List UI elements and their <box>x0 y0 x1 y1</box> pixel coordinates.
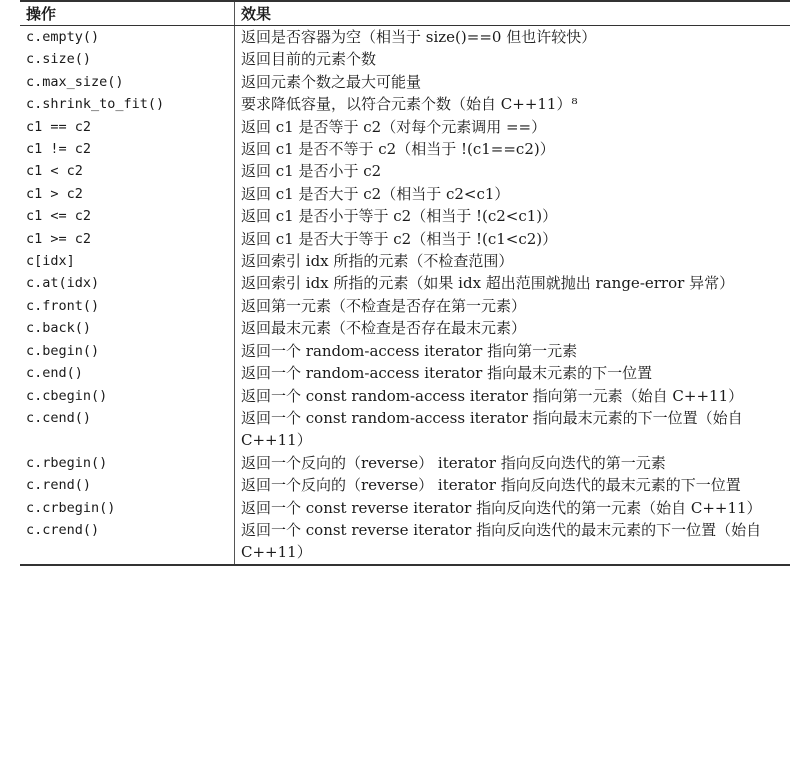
table-row <box>20 340 790 362</box>
effect-cell: 返回第一元素（不检查是否存在第一元素） <box>241 296 527 315</box>
header-operation: 操作 <box>20 1 235 26</box>
operations-table-container <box>20 0 790 566</box>
table-row <box>20 228 790 250</box>
table-row <box>20 497 790 519</box>
effect-cell: 返回一个 random-access iterator 指向最末元素的下一位置 <box>241 364 653 383</box>
operation-cell: c1 > c2 <box>20 183 235 205</box>
effect-cell: 要求降低容量，以符合元素个数（始自 C++11）⁸ <box>241 95 578 114</box>
table-row <box>20 138 790 160</box>
operation-cell: c1 >= c2 <box>20 228 235 250</box>
table-body <box>20 26 790 565</box>
operation-cell: c.back() <box>20 317 235 339</box>
operation-cell: c.end() <box>20 362 235 384</box>
table-row <box>20 93 790 115</box>
table-row <box>20 160 790 182</box>
effect-cell: 返回 c1 是否大于 c2（相当于 c2<c1） <box>241 184 510 203</box>
effect-cell: 返回 c1 是否大于等于 c2（相当于 !(c1<c2)） <box>241 229 558 248</box>
effect-cell: 返回一个 const reverse iterator 指向反向迭代的第一元素（始自 C++11） <box>241 498 762 517</box>
effect-cell: 返回最末元素（不检查是否存在最末元素） <box>241 319 527 338</box>
table-row <box>20 71 790 93</box>
effect-cell: 返回一个 const reverse iterator 指向反向迭代的最末元素的下一位置（始自 C++11） <box>241 520 762 562</box>
operation-cell: c.cend() <box>20 407 235 452</box>
operation-cell: c.rbegin() <box>20 452 235 474</box>
table-row <box>20 26 790 49</box>
table-row <box>20 385 790 407</box>
table-row <box>20 116 790 138</box>
table-row <box>20 272 790 294</box>
operation-cell: c.cbegin() <box>20 385 235 407</box>
effect-cell: 返回 c1 是否小于等于 c2（相当于 !(c2<c1)） <box>241 207 558 226</box>
operation-cell: c.empty() <box>20 26 235 49</box>
table-row <box>20 317 790 339</box>
effect-cell: 返回是否容器为空（相当于 size()==0 但也许较快） <box>241 28 597 46</box>
effect-cell: 返回 c1 是否不等于 c2（相当于 !(c1==c2)） <box>241 140 555 159</box>
table-row <box>20 362 790 384</box>
operation-cell: c1 == c2 <box>20 116 235 138</box>
operation-cell: c.crend() <box>20 519 235 565</box>
table-header-row <box>20 1 790 26</box>
header-effect: 效果 <box>235 1 791 26</box>
effect-cell: 返回 c1 是否小于 c2 <box>241 162 382 181</box>
vector-operations-table <box>20 0 790 566</box>
table-row <box>20 519 790 565</box>
operation-cell: c1 != c2 <box>20 138 235 160</box>
effect-cell: 返回一个反向的（reverse） iterator 指向反向迭代的最末元素的下一位置 <box>241 476 741 495</box>
operation-cell: c.at(idx) <box>20 272 235 294</box>
table-row <box>20 48 790 70</box>
operation-cell: c1 <= c2 <box>20 205 235 227</box>
effect-cell: 返回目前的元素个数 <box>241 50 377 69</box>
operation-cell: c.max_size() <box>20 71 235 93</box>
operation-cell: c.crbegin() <box>20 497 235 519</box>
operation-cell: c.front() <box>20 295 235 317</box>
operation-cell: c[idx] <box>20 250 235 272</box>
table-row <box>20 407 790 452</box>
operation-cell: c1 < c2 <box>20 160 235 182</box>
table-row <box>20 295 790 317</box>
effect-cell: 返回一个 const random-access iterator 指向第一元素（始自 C++11） <box>241 386 744 405</box>
effect-cell: 返回一个 const random-access iterator 指向最末元素的下一位置（始自 C++11） <box>241 408 743 450</box>
table-row <box>20 183 790 205</box>
table-row <box>20 474 790 496</box>
effect-cell: 返回一个反向的（reverse） iterator 指向反向迭代的第一元素 <box>241 453 666 472</box>
operation-cell: c.rend() <box>20 474 235 496</box>
table-row <box>20 205 790 227</box>
effect-cell: 返回元素个数之最大可能量 <box>241 72 422 91</box>
effect-cell: 返回索引 idx 所指的元素（不检查范围） <box>241 252 514 271</box>
effect-cell: 返回 c1 是否等于 c2（对每个元素调用 ==） <box>241 117 547 136</box>
operation-cell: c.shrink_to_fit() <box>20 93 235 115</box>
effect-cell: 返回索引 idx 所指的元素（如果 idx 超出范围就抛出 range-error 异常） <box>241 274 735 293</box>
operation-cell: c.size() <box>20 48 235 70</box>
operation-cell: c.begin() <box>20 340 235 362</box>
table-row <box>20 452 790 474</box>
effect-cell: 返回一个 random-access iterator 指向第一元素 <box>241 341 578 360</box>
table-row <box>20 250 790 272</box>
